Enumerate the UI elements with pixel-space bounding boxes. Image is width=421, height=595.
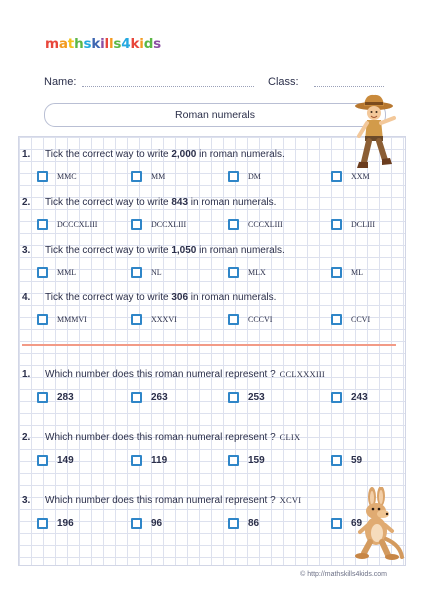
checkbox[interactable] [228, 219, 239, 230]
logo-letter: t [67, 36, 75, 52]
logo-letter: a [58, 36, 68, 52]
question-number: 2. [22, 432, 31, 443]
option-label: 263 [151, 392, 168, 403]
checkbox[interactable] [228, 518, 239, 529]
roman-numeral: CCLXXXIII [279, 369, 325, 379]
section-divider [22, 344, 396, 346]
question-text [45, 369, 325, 380]
answer-option[interactable] [228, 518, 259, 529]
logo-letter: s [153, 36, 161, 52]
question-number: 4. [22, 292, 31, 303]
checkbox[interactable] [228, 392, 239, 403]
option-label: CCCVI [248, 315, 273, 324]
option-label: DCCCXLIII [57, 220, 98, 229]
answer-option[interactable] [331, 455, 362, 466]
brand-logo [45, 36, 161, 52]
checkbox[interactable] [131, 314, 142, 325]
option-label: 283 [57, 392, 74, 403]
class-field[interactable] [314, 86, 384, 87]
checkbox[interactable] [331, 518, 342, 529]
answer-option[interactable] [37, 219, 97, 230]
option-label: CCVI [351, 315, 371, 324]
option-label: 243 [351, 392, 368, 403]
checkbox[interactable] [37, 455, 48, 466]
checkbox[interactable] [331, 219, 342, 230]
question-number: 1. [22, 149, 31, 160]
answer-option[interactable] [131, 171, 165, 182]
option-label: 159 [248, 455, 265, 466]
question-number: 2. [22, 197, 31, 208]
footer-url: © http://mathskills4kids.com [300, 571, 387, 578]
option-label: MM [151, 172, 166, 181]
question-text [45, 432, 300, 443]
name-field[interactable] [82, 86, 254, 87]
answer-option[interactable] [131, 267, 162, 278]
kangaroo-illustration [354, 487, 404, 563]
answer-option[interactable] [131, 455, 167, 466]
checkbox[interactable] [131, 455, 142, 466]
logo-letter: i [100, 36, 105, 52]
checkbox[interactable] [331, 267, 342, 278]
checkbox[interactable] [228, 455, 239, 466]
checkbox[interactable] [37, 392, 48, 403]
answer-option[interactable] [37, 518, 74, 529]
checkbox[interactable] [131, 219, 142, 230]
answer-option[interactable] [228, 219, 283, 230]
checkbox[interactable] [131, 267, 142, 278]
logo-letter: i [139, 36, 144, 52]
checkbox[interactable] [331, 392, 342, 403]
answer-option[interactable] [228, 171, 261, 182]
question-text-prefix: Tick the correct way to write [45, 149, 172, 160]
option-label: XXXVI [151, 315, 177, 324]
answer-option[interactable] [131, 314, 177, 325]
checkbox[interactable] [131, 392, 142, 403]
question-text [45, 245, 285, 256]
logo-letter: s [113, 36, 122, 52]
name-label: Name: [44, 76, 77, 88]
checkbox[interactable] [37, 518, 48, 529]
option-label: 253 [248, 392, 265, 403]
worksheet-title: Roman numerals [44, 103, 386, 127]
question-value: 843 [171, 197, 189, 208]
roman-numeral: CLIX [279, 432, 301, 442]
question-text-suffix: in roman numerals. [188, 292, 277, 303]
logo-letter: k [91, 36, 101, 52]
answer-option[interactable] [131, 392, 168, 403]
logo-letter: h [74, 36, 84, 52]
answer-option[interactable] [228, 455, 265, 466]
option-label: 69 [351, 518, 363, 529]
question-text-prefix: Tick the correct way to write [45, 292, 172, 303]
option-label: DCCXLIII [151, 220, 187, 229]
question-value: 306 [171, 292, 189, 303]
question-text-prefix: Tick the correct way to write [45, 245, 172, 256]
answer-option[interactable] [331, 314, 370, 325]
option-label: DCLIII [351, 220, 375, 229]
logo-letter: k [130, 36, 140, 52]
checkbox[interactable] [37, 267, 48, 278]
option-label: ML [351, 268, 363, 277]
question-text [45, 495, 301, 506]
checkbox[interactable] [228, 267, 239, 278]
answer-option[interactable] [37, 314, 87, 325]
logo-letter: m [45, 36, 59, 52]
answer-option[interactable] [37, 171, 77, 182]
roman-numeral: XCVI [279, 495, 302, 505]
checkbox[interactable] [331, 314, 342, 325]
question-value: 2,000 [171, 149, 197, 160]
question-text-suffix: in roman numerals. [188, 197, 277, 208]
answer-option[interactable] [131, 518, 162, 529]
answer-option[interactable] [228, 314, 272, 325]
option-label: MML [57, 268, 77, 277]
checkbox[interactable] [37, 314, 48, 325]
option-label: 59 [351, 455, 363, 466]
logo-letter: l [104, 36, 109, 52]
question-prompt: Which number does this roman numeral represent ? [45, 432, 276, 443]
logo-letter: d [143, 36, 154, 52]
cowboy-kid-illustration [352, 92, 400, 180]
option-label: MLX [248, 268, 266, 277]
question-text-prefix: Tick the correct way to write [45, 197, 172, 208]
question-value: 1,050 [171, 245, 197, 256]
question-prompt: Which number does this roman numeral represent ? [45, 495, 276, 506]
question-number: 3. [22, 245, 31, 256]
logo-letter: 4 [121, 36, 131, 52]
question-prompt: Which number does this roman numeral represent ? [45, 369, 276, 380]
option-label: 149 [57, 455, 74, 466]
answer-option[interactable] [37, 455, 74, 466]
class-label: Class: [268, 76, 299, 88]
logo-letter: s [83, 36, 92, 52]
answer-option[interactable] [37, 267, 76, 278]
checkbox[interactable] [228, 314, 239, 325]
checkbox[interactable] [131, 171, 142, 182]
answer-option[interactable] [131, 219, 186, 230]
question-text [45, 292, 276, 303]
option-label: 196 [57, 518, 74, 529]
checkbox[interactable] [131, 518, 142, 529]
checkbox[interactable] [37, 171, 48, 182]
answer-option[interactable] [331, 392, 368, 403]
option-label: CCCXLIII [248, 220, 283, 229]
option-label: 86 [248, 518, 260, 529]
checkbox[interactable] [228, 171, 239, 182]
option-label: 96 [151, 518, 163, 529]
answer-option[interactable] [331, 267, 363, 278]
option-label: 119 [151, 455, 168, 466]
answer-option[interactable] [37, 392, 74, 403]
option-label: NL [151, 268, 162, 277]
checkbox[interactable] [331, 455, 342, 466]
question-text-suffix: in roman numerals. [196, 245, 285, 256]
option-label: XXM [351, 172, 370, 181]
question-text-suffix: in roman numerals. [196, 149, 285, 160]
option-label: MMC [57, 172, 77, 181]
question-number: 1. [22, 369, 31, 380]
checkbox[interactable] [331, 171, 342, 182]
logo-letter: l [108, 36, 114, 52]
option-label: DM [248, 172, 261, 181]
answer-option[interactable] [228, 392, 265, 403]
answer-option[interactable] [228, 267, 266, 278]
question-text [45, 149, 285, 160]
question-text [45, 197, 276, 208]
answer-option[interactable] [331, 219, 375, 230]
option-label: MMMVI [57, 315, 87, 324]
checkbox[interactable] [37, 219, 48, 230]
question-number: 3. [22, 495, 31, 506]
